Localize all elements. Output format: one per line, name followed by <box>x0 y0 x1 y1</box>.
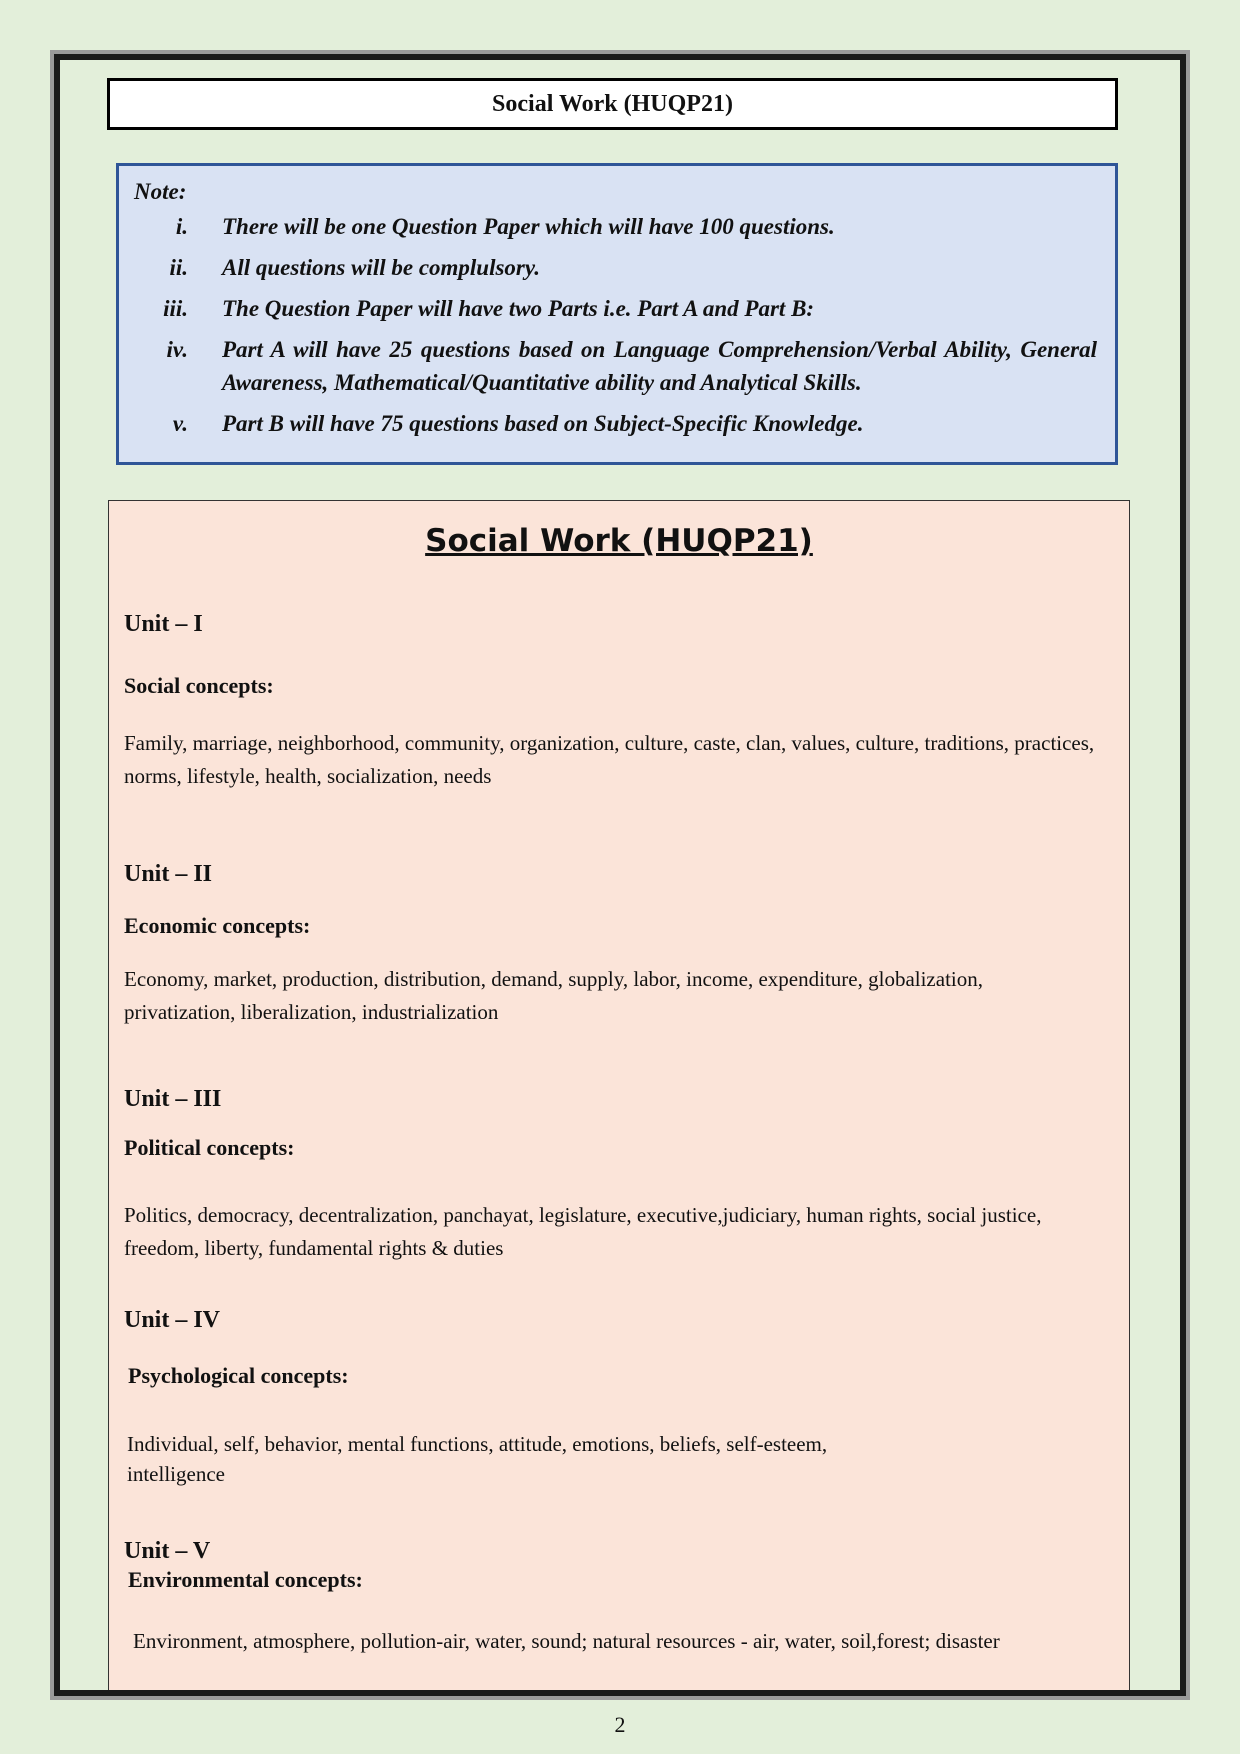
concept-heading: Social concepts: <box>124 673 274 698</box>
unit-content: Environment, atmosphere, pollution-air, water, sound; natural resources - air, water, soil,forest; disaster <box>133 1629 1000 1653</box>
note-item <box>134 210 1097 243</box>
concept-heading: Economic concepts: <box>124 913 311 938</box>
syllabus-box <box>108 500 1130 1690</box>
unit-heading: Unit – I <box>124 611 203 637</box>
note-item-text: All questions will be complulsory. <box>222 255 540 280</box>
unit-heading: Unit – IV <box>124 1307 221 1333</box>
concept-heading: Political concepts: <box>124 1135 295 1160</box>
note-item-number: i. <box>175 214 188 239</box>
note-item-number: iii. <box>163 296 188 321</box>
syllabus-title: Social Work (HUQP21) <box>425 523 813 559</box>
note-item-number: iv. <box>166 337 188 362</box>
note-item-text: Part A will have 25 questions based on Language Comprehension/Verbal Ability, General Awareness, Mathematical/Quantitative ability and Analytical Skills. <box>222 337 1097 395</box>
unit-heading: Unit – III <box>124 1086 222 1112</box>
unit-heading: Unit – V <box>124 1538 211 1564</box>
note-item <box>134 407 1097 440</box>
note-item-text: The Question Paper will have two Parts i.e. Part A and Part B: <box>222 296 815 321</box>
note-item <box>134 251 1097 284</box>
note-label: Note: <box>134 179 187 204</box>
unit-content: Economy, market, production, distribution, demand, supply, labor, income, expenditure, globalization, privatization, liberalization, industrialization <box>124 967 983 1024</box>
note-item <box>134 292 1097 325</box>
unit-content: Politics, democracy, decentralization, panchayat, legislature, executive,judiciary, human rights, social justice, freedom, liberty, fundamental rights & duties <box>124 1203 1042 1260</box>
page-content <box>60 60 1180 1690</box>
note-item-text: Part B will have 75 questions based on Subject-Specific Knowledge. <box>222 411 864 436</box>
note-item-number: ii. <box>169 255 188 280</box>
unit-content: Family, marriage, neighborhood, community, organization, culture, caste, clan, values, culture, traditions, practices, norms, lifestyle, health, socialization, needs <box>124 731 1095 788</box>
note-item <box>134 333 1097 399</box>
unit-content: Individual, self, behavior, mental functions, attitude, emotions, beliefs, self-esteem, intelligence <box>127 1432 828 1486</box>
note-item-number: v. <box>172 411 188 436</box>
unit-heading: Unit – II <box>124 861 213 887</box>
note-box <box>116 163 1118 465</box>
header-title-box <box>107 78 1118 130</box>
concept-heading: Psychological concepts: <box>128 1363 349 1388</box>
header-title: Social Work (HUQP21) <box>492 90 733 117</box>
concept-heading: Environmental concepts: <box>128 1567 363 1592</box>
page-number: 2 <box>614 1712 626 1737</box>
note-item-text: There will be one Question Paper which will have 100 questions. <box>222 214 835 239</box>
